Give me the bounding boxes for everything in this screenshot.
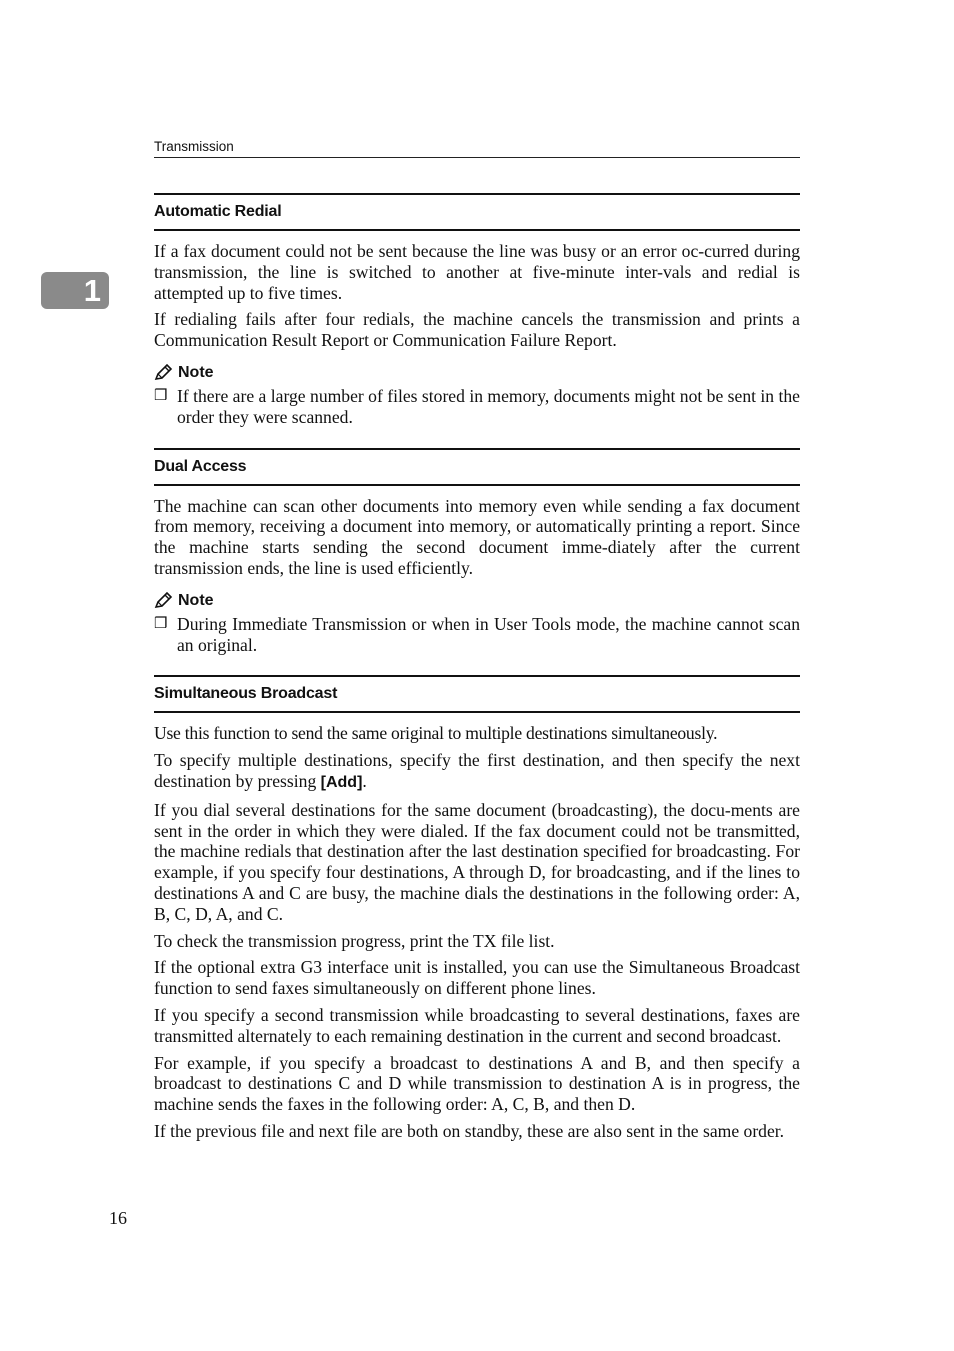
note-label: Note xyxy=(178,363,214,381)
section-title-dual-access: Dual Access xyxy=(154,448,800,486)
pencil-icon xyxy=(154,592,173,609)
paragraph: To specify multiple destinations, specify the first destination, and then specify the next destination by pressing [Add]. xyxy=(154,750,800,791)
paragraph: If redialing fails after four redials, the machine cancels the transmission and prints a Communication Result Report or Communication Failure Report. xyxy=(154,309,800,351)
note-item xyxy=(154,614,800,656)
note-text: During Immediate Transmission or when in User Tools mode, the machine cannot scan an original. xyxy=(177,613,800,655)
note-heading xyxy=(154,363,800,383)
paragraph: If the previous file and next file are both on standby, these are also sent in the same order. xyxy=(154,1120,785,1141)
paragraph: If a fax document could not be sent because the line was busy or an error oc-curred during transmission, the line is switched to another at five-minute inter-vals and redial is attempted up to five times. xyxy=(154,241,800,303)
running-title: Transmission xyxy=(154,139,800,158)
paragraph: Use this function to send the same original to multiple destinations simultaneously. xyxy=(154,723,718,744)
paragraph: If you dial several destinations for the same document (broadcasting), the docu-ments are sent in the order in which they were dialed. If the fax document could not be transmitted, the machine redials that destination after the last destination specified for broadcasting. For example, if you specify four destinations, A through D, for broadcasting, and if the lines to destinations A and C are busy, the machine dials the destinations in the following order: A, B, C, D, A, and C. xyxy=(154,799,800,924)
page-content xyxy=(154,193,800,1148)
paragraph: The machine can scan other documents into memory even while sending a fax document from memory, receiving a document into memory, or automatically printing a report. Since the machine starts sending the second document imme-diately after the current transmission ends, the line is used efficiently. xyxy=(154,495,800,578)
section-title-automatic-redial: Automatic Redial xyxy=(154,193,800,231)
checkbox-icon: ❒ xyxy=(154,615,168,632)
paragraph: If you specify a second transmission while broadcasting to several destinations, faxes are transmitted alternately to each remaining destination in the current and second broadcast. xyxy=(154,1004,800,1046)
chapter-tab: 1 xyxy=(41,272,109,309)
section-title-simultaneous-broadcast: Simultaneous Broadcast xyxy=(154,675,800,713)
note-item xyxy=(154,386,800,428)
note-heading xyxy=(154,591,800,611)
checkbox-icon: ❒ xyxy=(154,387,168,404)
paragraph: For example, if you specify a broadcast to destinations A and B, and then specify a broadcast to destinations C and D while transmission to destination A is in progress, the machine sends the faxes in the following order: A, C, B, and then D. xyxy=(154,1052,800,1115)
pencil-icon xyxy=(154,364,173,381)
note-label: Note xyxy=(178,591,214,609)
paragraph: If the optional extra G3 interface unit is installed, you can use the Simultaneous Broadcast function to send faxes simultaneously on different phone lines. xyxy=(154,957,800,999)
paragraph: To check the transmission progress, print the TX file list. xyxy=(154,930,555,951)
add-key-label: [Add] xyxy=(320,773,363,791)
page-number: 16 xyxy=(109,1208,127,1228)
note-text: If there are a large number of files stored in memory, documents might not be sent in the order they were scanned. xyxy=(177,385,800,427)
